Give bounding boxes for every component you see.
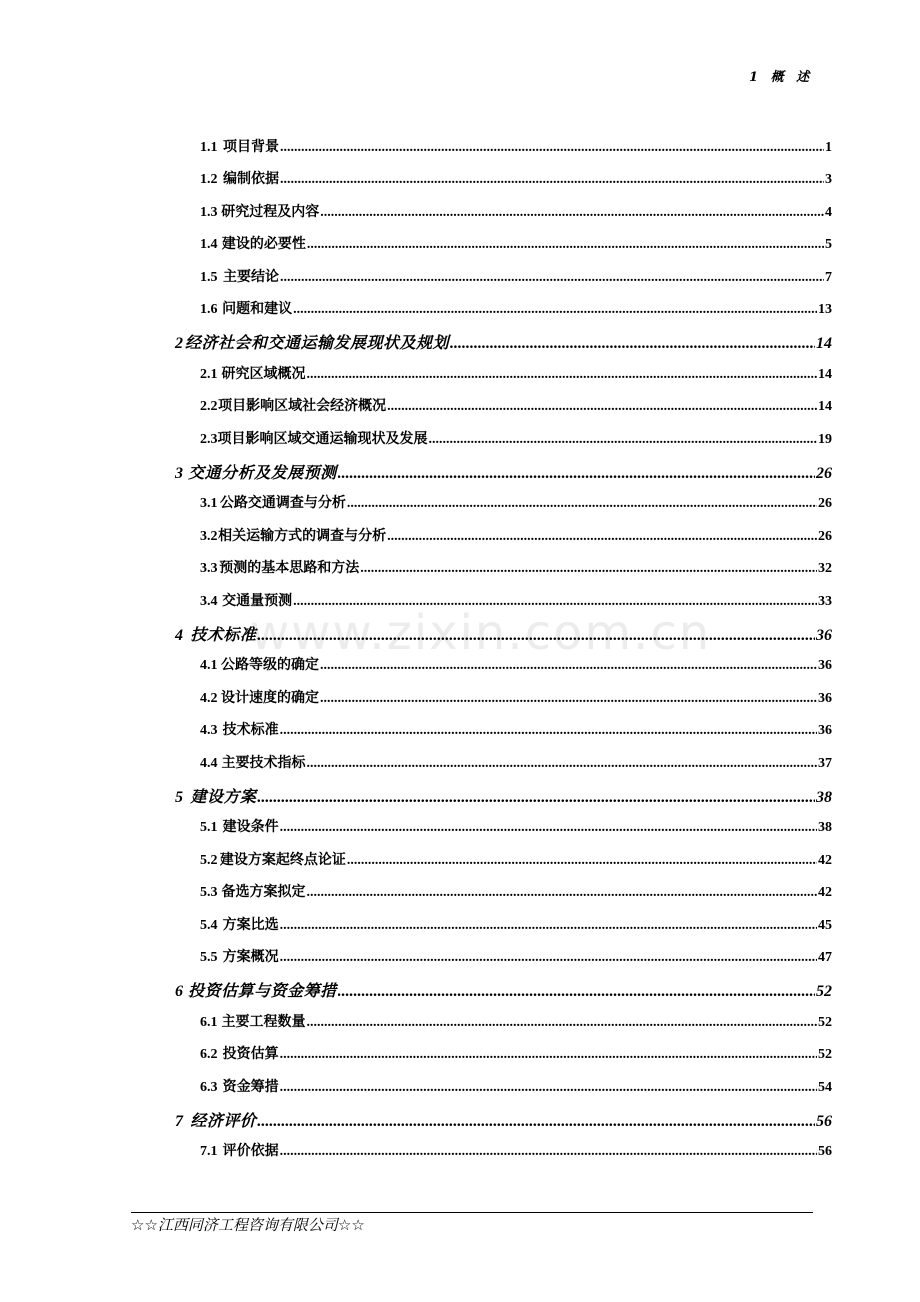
toc-entry-page: 36 bbox=[818, 658, 832, 674]
toc-section-entry[interactable] bbox=[200, 136, 832, 156]
toc-entry-number: 6.1 bbox=[200, 1014, 218, 1030]
toc-entry-page: 14 bbox=[816, 335, 832, 353]
toc-chapter-entry[interactable] bbox=[175, 1108, 832, 1131]
toc-entry-page: 36 bbox=[818, 690, 832, 706]
toc-entry-title: 预测的基本思路和方法 bbox=[219, 560, 360, 577]
toc-section-entry[interactable] bbox=[200, 719, 832, 739]
toc-section-entry[interactable] bbox=[200, 492, 832, 512]
toc-entry-number: 5.5 bbox=[200, 950, 218, 965]
toc-leader-dots bbox=[429, 432, 818, 448]
toc-leader-dots bbox=[307, 756, 817, 772]
toc-entry-title: 问题和建议 bbox=[222, 301, 293, 317]
toc-leader-dots bbox=[387, 529, 817, 545]
toc-entry-number: 6.2 bbox=[200, 1047, 218, 1063]
toc-leader-dots bbox=[338, 983, 815, 1001]
toc-leader-dots bbox=[307, 1015, 817, 1031]
toc-entry-number: 2.3 bbox=[200, 431, 218, 447]
toc-entry-title: 交通量预测 bbox=[222, 592, 293, 609]
toc-leader-dots bbox=[347, 853, 817, 869]
toc-entry-page: 47 bbox=[818, 950, 832, 965]
toc-leader-dots bbox=[280, 172, 824, 188]
toc-entry-title: 方案概况 bbox=[222, 949, 279, 965]
toc-section-entry[interactable] bbox=[200, 1140, 832, 1160]
toc-leader-dots bbox=[293, 302, 817, 318]
toc-entry-title: 主要结论 bbox=[222, 268, 279, 285]
toc-entry-page: 45 bbox=[818, 917, 832, 933]
toc-section-entry[interactable] bbox=[200, 946, 832, 966]
toc-entry-number: 4.1 bbox=[200, 658, 218, 674]
toc-entry-number: 2 bbox=[175, 335, 183, 353]
toc-leader-dots bbox=[280, 1144, 817, 1160]
toc-leader-dots bbox=[280, 723, 817, 739]
toc-leader-dots bbox=[280, 820, 817, 836]
toc-entry-number: 1.2 bbox=[200, 172, 218, 188]
toc-entry-title: 主要工程数量 bbox=[221, 1013, 306, 1030]
toc-entry-number: 7.1 bbox=[200, 1144, 218, 1160]
toc-entry-page: 13 bbox=[818, 302, 832, 317]
toc-entry-page: 42 bbox=[818, 852, 832, 868]
watermark: www.zixin.com.cn bbox=[250, 605, 712, 661]
toc-section-entry[interactable] bbox=[200, 1076, 832, 1096]
toc-entry-number: 1.5 bbox=[200, 269, 218, 285]
toc-entry-title: 备选方案拟定 bbox=[221, 884, 306, 901]
toc-entry-title: 项目影响区域社会经济概况 bbox=[218, 398, 387, 415]
toc-leader-dots bbox=[293, 594, 817, 610]
toc-entry-title: 投资估算 bbox=[222, 1046, 279, 1063]
toc-entry-page: 19 bbox=[818, 431, 832, 447]
toc-entry-page: 37 bbox=[818, 755, 832, 771]
toc-entry-number: 1.4 bbox=[200, 237, 218, 253]
toc-section-entry[interactable] bbox=[200, 849, 832, 869]
toc-entry-page: 52 bbox=[818, 1014, 832, 1030]
toc-entry-page: 36 bbox=[816, 627, 832, 644]
toc-leader-dots bbox=[280, 140, 824, 156]
toc-section-entry[interactable] bbox=[200, 266, 832, 286]
toc-section-entry[interactable] bbox=[200, 363, 832, 383]
toc-entry-page: 54 bbox=[818, 1079, 832, 1095]
toc-entry-page: 14 bbox=[818, 399, 832, 415]
toc-entry-number: 4.3 bbox=[200, 723, 218, 739]
toc-section-entry[interactable] bbox=[200, 1011, 832, 1031]
toc-entry-page: 33 bbox=[818, 593, 832, 609]
toc-entry-title: 投资估算与资金筹措 bbox=[188, 981, 337, 1001]
toc-entry-number: 6 bbox=[175, 983, 183, 1001]
toc-entry-title: 编制依据 bbox=[222, 171, 279, 188]
toc-section-entry[interactable] bbox=[200, 752, 832, 772]
toc-leader-dots bbox=[280, 1080, 817, 1096]
toc-leader-dots bbox=[320, 205, 824, 221]
toc-entry-page: 26 bbox=[816, 465, 832, 482]
toc-entry-page: 38 bbox=[816, 789, 832, 806]
toc-entry-title: 主要技术指标 bbox=[221, 754, 306, 771]
toc-entry-title: 建设的必要性 bbox=[221, 236, 306, 253]
toc-section-entry[interactable] bbox=[200, 298, 832, 318]
toc-section-entry[interactable] bbox=[200, 201, 832, 221]
toc-entry-title: 建设方案起终点论证 bbox=[219, 851, 346, 868]
toc-entry-page: 7 bbox=[825, 269, 832, 285]
toc-section-entry[interactable] bbox=[200, 1043, 832, 1063]
toc-entry-title: 建设条件 bbox=[222, 819, 279, 836]
toc-entry-page: 26 bbox=[818, 528, 832, 544]
toc-chapter-entry[interactable] bbox=[175, 460, 832, 483]
toc-entry-page: 1 bbox=[825, 140, 832, 155]
toc-entry-title: 相关运输方式的调查与分析 bbox=[218, 527, 387, 544]
toc-entry-title: 设计速度的确定 bbox=[220, 689, 319, 706]
toc-chapter-entry[interactable] bbox=[175, 978, 832, 1001]
toc-entry-number: 3.2 bbox=[200, 528, 218, 544]
toc-entry-page: 32 bbox=[818, 561, 832, 577]
toc-leader-dots bbox=[338, 465, 815, 483]
toc-section-entry[interactable] bbox=[200, 525, 832, 545]
toc-entry-number: 4 bbox=[175, 627, 183, 644]
toc-entry-title: 研究区域概况 bbox=[221, 365, 306, 382]
toc-entry-number: 2.1 bbox=[200, 366, 218, 382]
toc-entry-page: 3 bbox=[825, 172, 832, 188]
toc-chapter-entry[interactable] bbox=[175, 330, 832, 353]
toc-entry-title: 项目影响区域交通运输现状及发展 bbox=[217, 430, 428, 447]
toc-entry-title: 研究过程及内容 bbox=[221, 203, 320, 220]
toc-leader-dots bbox=[257, 1113, 815, 1131]
toc-leader-dots bbox=[387, 399, 817, 415]
toc-leader-dots bbox=[320, 658, 817, 674]
toc-chapter-entry[interactable] bbox=[175, 784, 832, 807]
toc-entry-page: 56 bbox=[818, 1144, 832, 1160]
toc-entry-number: 5 bbox=[175, 789, 183, 806]
running-header: 1 概 述 bbox=[749, 70, 814, 85]
toc-entry-title: 项目背景 bbox=[222, 139, 279, 155]
toc-section-entry[interactable] bbox=[200, 687, 832, 707]
toc-entry-number: 5.3 bbox=[200, 885, 218, 901]
toc-section-entry[interactable] bbox=[200, 395, 832, 415]
toc-entry-number: 1.3 bbox=[200, 204, 218, 220]
toc-section-entry[interactable] bbox=[200, 428, 832, 448]
toc-leader-dots bbox=[360, 561, 817, 577]
toc-leader-dots bbox=[320, 691, 817, 707]
toc-entry-title: 建设方案 bbox=[190, 787, 257, 806]
toc-leader-dots bbox=[280, 270, 824, 286]
toc-leader-dots bbox=[307, 367, 817, 383]
toc-entry-page: 4 bbox=[825, 204, 832, 220]
toc-section-entry[interactable] bbox=[200, 881, 832, 901]
toc-entry-title: 公路交通调查与分析 bbox=[219, 495, 346, 512]
toc-entry-title: 交通分析及发展预测 bbox=[188, 463, 337, 482]
toc-entry-number: 5.4 bbox=[200, 917, 218, 933]
toc-entry-title: 评价依据 bbox=[222, 1143, 279, 1160]
toc-entry-page: 56 bbox=[816, 1113, 832, 1130]
toc-entry-title: 技术标准 bbox=[222, 722, 279, 739]
footer-divider bbox=[131, 1212, 813, 1213]
toc-entry-page: 26 bbox=[818, 496, 832, 512]
toc-leader-dots bbox=[280, 1047, 817, 1063]
toc-entry-page: 42 bbox=[818, 885, 832, 901]
toc-entry-number: 2.2 bbox=[200, 399, 218, 415]
toc-entry-title: 技术标准 bbox=[190, 625, 257, 644]
toc-entry-number: 3 bbox=[175, 465, 183, 482]
toc-entry-title: 公路等级的确定 bbox=[220, 657, 319, 674]
toc-entry-page: 38 bbox=[818, 820, 832, 836]
toc-entry-page: 14 bbox=[818, 366, 832, 382]
toc-entry-number: 5.2 bbox=[200, 852, 218, 868]
toc-entry-number: 4.2 bbox=[200, 690, 218, 706]
toc-entry-page: 5 bbox=[825, 237, 832, 253]
toc-section-entry[interactable] bbox=[200, 168, 832, 188]
toc-entry-title: 经济社会和交通运输发展现状及规划 bbox=[185, 333, 450, 353]
toc-entry-number: 3.4 bbox=[200, 593, 218, 609]
toc-leader-dots bbox=[257, 789, 815, 807]
toc-section-entry[interactable] bbox=[200, 557, 832, 577]
toc-leader-dots bbox=[307, 237, 824, 253]
toc-entry-number: 7 bbox=[175, 1113, 183, 1130]
toc-entry-title: 经济评价 bbox=[190, 1111, 257, 1130]
toc-leader-dots bbox=[280, 950, 817, 966]
toc-section-entry[interactable] bbox=[200, 590, 832, 610]
toc-entry-page: 52 bbox=[818, 1047, 832, 1063]
toc-entry-page: 52 bbox=[816, 983, 832, 1001]
toc-entry-number: 5.1 bbox=[200, 820, 218, 836]
footer-company: ☆☆江西同济工程咨询有限公司☆☆ bbox=[131, 1216, 365, 1234]
toc-leader-dots bbox=[257, 627, 815, 645]
toc-entry-number: 1.1 bbox=[200, 140, 218, 155]
toc-section-entry[interactable] bbox=[200, 233, 832, 253]
toc-chapter-entry[interactable] bbox=[175, 622, 832, 645]
toc-entry-title: 方案比选 bbox=[222, 916, 279, 933]
toc-leader-dots bbox=[280, 918, 817, 934]
toc-entry-number: 6.3 bbox=[200, 1079, 218, 1095]
toc-leader-dots bbox=[307, 885, 817, 901]
toc-entry-number: 3.3 bbox=[200, 561, 218, 577]
toc-leader-dots bbox=[450, 335, 815, 353]
toc-entry-number: 3.1 bbox=[200, 496, 218, 512]
toc-entry-title: 资金筹措 bbox=[222, 1078, 279, 1095]
toc-entry-page: 36 bbox=[818, 723, 832, 739]
toc-leader-dots bbox=[347, 496, 817, 512]
toc-entry-number: 4.4 bbox=[200, 755, 218, 771]
toc-entry-number: 1.6 bbox=[200, 302, 218, 317]
toc-section-entry[interactable] bbox=[200, 816, 832, 836]
toc-section-entry[interactable] bbox=[200, 914, 832, 934]
toc-section-entry[interactable] bbox=[200, 654, 832, 674]
